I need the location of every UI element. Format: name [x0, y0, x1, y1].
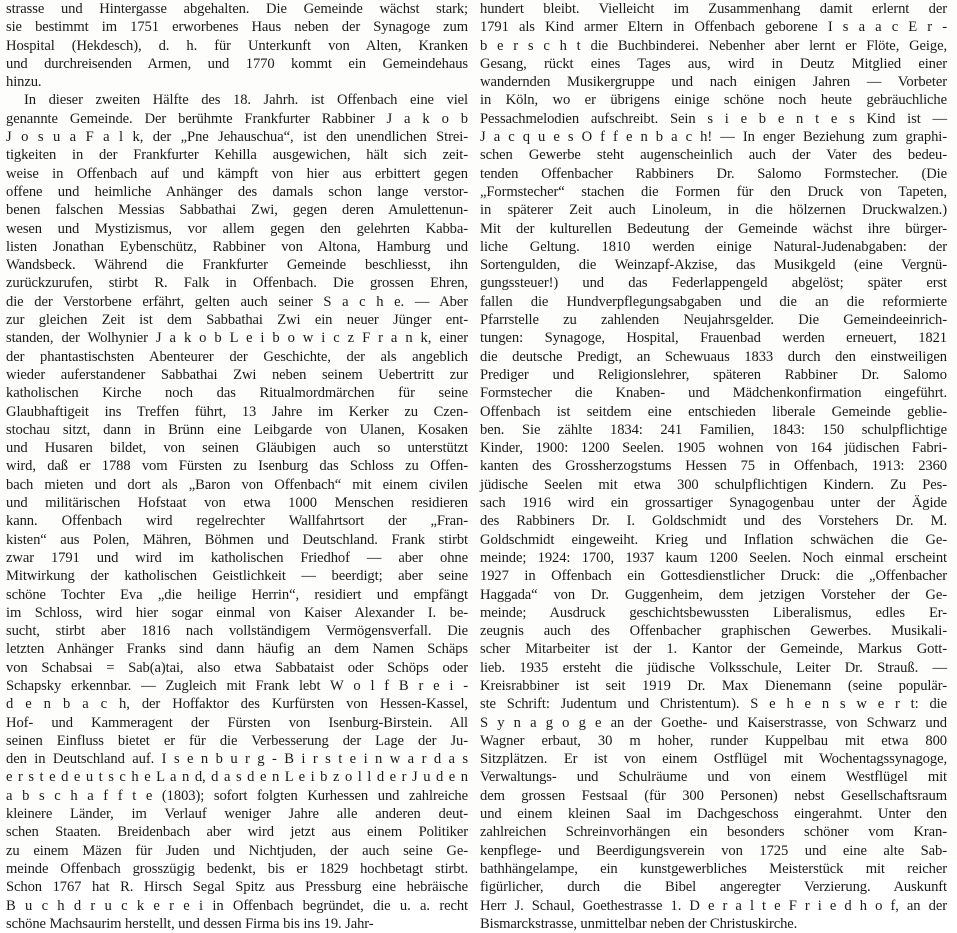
text-line: des Rabbiners Dr. I. Goldschmidt und des Vorstehers Dr. M. — [480, 513, 947, 530]
text-line: J o s u a F a l k, der „Pne Jehauschua“, ist den unendlichen Strei- — [6, 129, 468, 146]
text-line: Pfarrstelle zu zahlenden Neujahrsgelder. Die Gemeindeeinrich- — [480, 312, 947, 329]
text-line: wesen und Mystizismus, vor allem gegen den gelehrten Kabba- — [6, 220, 468, 237]
text-line: den in Deutschland auf. I s e n b u r g - B i r s t e i n w a r d a s — [6, 751, 468, 768]
text-line: Schapsky erkennbar. — Zugleich mit Frank lebt W o l f B r e i - — [6, 677, 468, 694]
text-line: schen Gewerbe steht augenscheinlich auch der Vater des bedeu- — [480, 147, 947, 164]
text-line: meinde; Ausdruck geschichtsbewussten Liberalismus, edles Er- — [480, 604, 947, 621]
text-line: wieder auferstandener Sabbathai Zwi neben seinem Uebertritt zur — [6, 366, 468, 383]
text-line: und einem kleinen Saal im Dachgeschoss eingerahmt. Unter den — [480, 806, 947, 823]
text-line: standen, der Wolhynier J a k o b L e i b o w i c z F r a n k, einer — [6, 330, 468, 347]
text-line: listen Jonathan Eybenschütz, Rabbiner von Altona, Hamburg und — [6, 238, 468, 255]
text-line: Prediger und Religionslehrer, späteren Rabbiner Dr. Salomo — [480, 366, 947, 383]
text-line: im Schloss, wird hier sogar einmal von Kaiser Alexander I. be- — [6, 604, 468, 621]
text-line: tigkeiten in der Frankfurter Kehilla ausgewichen, hält sich zeit- — [6, 147, 468, 164]
text-line: die deutsche Predigt, an Schewuaus 1833 durch den einstweiligen — [480, 348, 947, 365]
text-line: Gesang, rückt eines Tages aus, wird in Deutz Mitglied einer — [480, 55, 947, 72]
text-line: S y n a g o g e an der Goethe- und Kaiserstrasse, von Schwarz und — [480, 714, 947, 731]
text-line: bathhängelampe, ein kunstgewerbliches Meisterstück mit reicher — [480, 860, 947, 877]
text-line: schen Staaten. Breidenbach aber wird jetzt aus einem Politiker — [6, 824, 468, 841]
text-line: von Schabsai = Sab(a)tai, also etwa Sabbataist oder Schöps oder — [6, 659, 468, 676]
text-line: zu einem Mäzen für Juden und Nichtjuden, der auch seine Ge- — [6, 842, 468, 859]
text-line: kenpflege- und Beerdigungsverein von 1725 und eine alte Sab- — [480, 842, 947, 859]
text-line: Sortengulden, die Weinzapf-Akzise, das Musikgeld (eine Vergnü- — [480, 257, 947, 274]
text-line: dem grossen Festsaal (für 300 Personen) nebst Gesellschaftsraum — [480, 787, 947, 804]
text-line: ste Schrift: Judentum und Christentum). S e h e n s w e r t: die — [480, 696, 947, 713]
text-line: schöne Machsaurim herstellt, und dessen Firma bis ins 19. Jahr- — [6, 915, 374, 932]
text-line: sie bestimmt im 1751 erworbenes Haus neben der Synagoge zum — [6, 19, 468, 36]
text-line: Hof- und Kammeragent der Fürsten von Isenburg-Birstein. All — [6, 714, 468, 731]
text-line: 1791 als Kind armer Eltern in Offenbach geborene I s a a c E r - — [480, 19, 947, 36]
text-line: J a c q u e s O f f e n b a c h! — In enger Beziehung zum graphi- — [480, 129, 947, 146]
text-line: Glaubhaftigeit ins Treffen führt, 13 Jahre im Kerker zu Czen- — [6, 403, 468, 420]
text-line: Kreisrabbiner ist seit 1919 Dr. Max Dienemann (seine populär- — [480, 677, 947, 694]
text-line: tenden Offenbacher Rabbiners Dr. Salomo Formstecher. (Die — [480, 165, 947, 182]
text-line: b e r s c h t die Buchbinderei. Nebenher aber lernt er Flöte, Geige, — [480, 37, 947, 54]
text-line: Goldschmidt eingeweiht. Krieg und Inflation schwächen die Ge- — [480, 531, 947, 548]
text-line: und militärischen Hofstaat von etwa 1000 Menschen residieren — [6, 495, 468, 512]
text-line: kisten“ aus Polen, Mähren, Böhmen und Deutschland. Frank stirbt — [6, 531, 468, 548]
text-line: wandernden Musikergruppe und nach einigen Jahren — Vorbeter — [480, 74, 947, 91]
text-line: seinen Einfluss bietet er für die Verbesserung der Lage der Ju- — [6, 732, 468, 749]
text-line: liche Geltung. 1810 werden einige Natural-Judenabgaben: der — [480, 238, 947, 255]
text-line: der phantastischsten Abenteurer der Geschichte, der als angeblich — [6, 348, 468, 365]
text-line: In dieser zweiten Hälfte des 18. Jahrh. ist Offenbach eine viel — [24, 92, 468, 109]
text-line: katholischen Kirche noch das Ritualmordmärchen für seine — [6, 385, 468, 402]
text-line: sach 1916 wird ein grossartiger Synagogenbau unter der Ägide — [480, 495, 947, 512]
left-text-column — [6, 0, 468, 932]
text-line: kann. Offenbach wird regelrechter Wallfahrtsort der „Fran- — [6, 513, 468, 530]
text-line: e r s t e d e u t s c h e L a n d, d a s d e n L e i b z o l l d e r J u d e n — [6, 769, 468, 786]
text-line: ben. Sie zählte 1834: 241 Familien, 1843: 150 schulpflichtige — [480, 421, 947, 438]
text-line: bach mieten und dort als „Baron von Offenbach“ mit einem civilen — [6, 476, 468, 493]
text-line: Pessachmelodien aufschreibt. Sein s i e b e n t e s Kind ist — — [480, 110, 947, 127]
text-line: Kinder, 1900: 1200 Seelen. 1905 wohnen von 164 jüdischen Fabri- — [480, 440, 947, 457]
right-text-column — [480, 0, 947, 932]
text-line: scher Mitarbeiter ist der 1. Kantor der Gemeinde, Markus Gott- — [480, 641, 947, 658]
text-line: zahlreichen Schreinvorhängen ein besonders schöner vom Kran- — [480, 824, 947, 841]
text-line: gungssteuer!) und das Federlappengeld abgelöst; später erst — [480, 275, 947, 292]
text-line: Haggada“ von Dr. Guggenheim, dem jetzigen Vorsteher der Ge- — [480, 586, 947, 603]
text-line: und Husaren bildet, von seinen Gläubigen auch so unterstützt — [6, 440, 468, 457]
text-line: letzten Anhänger Franks sind dann häufig an dem Namen Schäps — [6, 641, 468, 658]
text-line: zwar 1791 und wird im katholischen Friedhof — aber ohne — [6, 549, 468, 566]
text-line: Mitwirkung der katholischen Geistlichkeit — beerdigt; aber seine — [6, 568, 468, 585]
text-line: hundert bleibt. Vielleicht im Zusammenhang damit erlernt der — [480, 1, 947, 17]
text-line: Verwaltungs- und Schulräume und von einem Westflügel mit — [480, 769, 947, 786]
text-line: Hospital (Hekdesch), d. h. für Unterkunft von Alten, Kranken — [6, 37, 468, 54]
text-line: B u c h d r u c k e r e i in Offenbach begründet, die u. a. recht — [6, 897, 468, 914]
text-line: genannte Gemeinde. Der berühmte Frankfurter Rabbiner J a k o b — [6, 110, 468, 127]
text-line: d e n b a c h, der Hoffaktor des Kurfürsten von Hessen-Kassel, — [6, 696, 468, 713]
text-line: kanten des Grossherzogstums Hessen 75 in Offenbach, 1913: 2360 — [480, 458, 947, 475]
text-line: weise in Offenbach auf und kämpft von hier aus erbittert gegen — [6, 165, 468, 182]
text-line: zurückzurufen, stirbt R. Falk in Offenbach. Die grossen Ehren, — [6, 275, 468, 292]
text-line: zur gleichen Zeit ist dem Sabbathai Zwi ein neuer Jünger ent- — [6, 312, 468, 329]
text-line: Herr J. Schaul, Goethestrasse 1. D e r a l t e F r i e d h o f, an der — [480, 897, 947, 914]
text-line: Mit der kulturellen Bedeutung der Gemeinde wächst ihre bürger- — [480, 220, 947, 237]
text-line: jüdische Seelen mit etwa 300 schulpflichtigen Kindern. Zu Pes- — [480, 476, 947, 493]
text-line: sucht, stirbt aber 1816 nach vollständigem Vermögensverfall. Die — [6, 623, 468, 640]
text-line: Offenbach ist seitdem eine entschieden liberale Gemeinde geblie- — [480, 403, 947, 420]
text-line: Wandsbeck. Während die Frankfurter Gemeinde beschliesst, ihn — [6, 257, 468, 274]
text-line: Schon 1767 hat R. Hirsch Segal Spitz aus Pressburg eine hebräische — [6, 879, 468, 896]
text-line: tungen: Synagoge, Hospital, Frauenbad werden erneuert, 1821 — [480, 330, 947, 347]
text-line: strasse und Hintergasse abgehalten. Die Gemeinde wächst stark; — [6, 1, 468, 17]
text-line: Sitzplätzen. Er ist von einem Ostflügel mit Wochentagssynagoge, — [480, 751, 947, 768]
text-line: fallen die Hundverpflegungsabgaben und die an die reformierte — [480, 293, 947, 310]
text-line: und durchreisenden Armen, und 1770 kommt ein Gemeindehaus — [6, 55, 468, 72]
text-line: Bismarckstrasse, unmittelbar neben der Christuskirche. — [480, 915, 798, 932]
text-line: in späterer Zeit auch Linoleum, in die hölzernen Druckwalzen.) — [480, 202, 947, 219]
text-line: a b s c h a f f t e (1803); sofort folgten Kurhessen und zahlreiche — [6, 787, 468, 804]
text-line: zeugnis auch des Offenbacher graphischen Gewerbes. Musikali- — [480, 623, 947, 640]
text-line: Formstecher die Knaben- und Mädchenkonfirmation eingeführt. — [480, 385, 947, 402]
text-line: wird, daß er 1788 vom Fürsten zu Isenburg das Schloss zu Offen- — [6, 458, 468, 475]
text-line: schöne Tochter Eva „die heilige Herrin“, residiert und empfängt — [6, 586, 468, 603]
text-line: „Formstecher“ stachen die Formen für den Druck von Tapeten, — [480, 183, 947, 200]
text-line: figürlicher, durch die Bibel angeregter Verzierung. Auskunft — [480, 879, 947, 896]
text-line: Wagner erbaut, 30 m hoher, runder Kuppelbau mit etwa 800 — [480, 732, 947, 749]
text-line: stochau sitzt, dann in Brünn eine Leibgarde von Ulanen, Kosaken — [6, 421, 468, 438]
text-line: hinzu. — [6, 74, 42, 91]
text-line: meinde; 1924: 1700, 1937 kaum 1200 Seelen. Noch einmal erscheint — [480, 549, 947, 566]
text-line: lieb. 1935 ersteht die jüdische Volksschule, Leiter Dr. Strauß. — — [480, 659, 947, 676]
text-line: offene und heimliche Anhänger des damals schon lange verstor- — [6, 183, 468, 200]
text-line: die der Verstorbene erfährt, gelten auch seiner S a c h e. — Aber — [6, 293, 468, 310]
text-line: kleinere Länder, im Verlauf weniger Jahre alle anderen deut- — [6, 806, 468, 823]
text-line: meinde Offenbach grosszügig bedenkt, bis er 1829 hochbetagt stirbt. — [6, 860, 468, 877]
text-line: 1927 in Offenbach ein Gottesdienstlicher Druck: die „Offenbacher — [480, 568, 947, 585]
text-line: benen falschen Messias Sabbathai Zwi, gegen deren Amulettenun- — [6, 202, 468, 219]
text-line: in Köln, wo er übrigens einige schöne noch heute gebräuchliche — [480, 92, 947, 109]
